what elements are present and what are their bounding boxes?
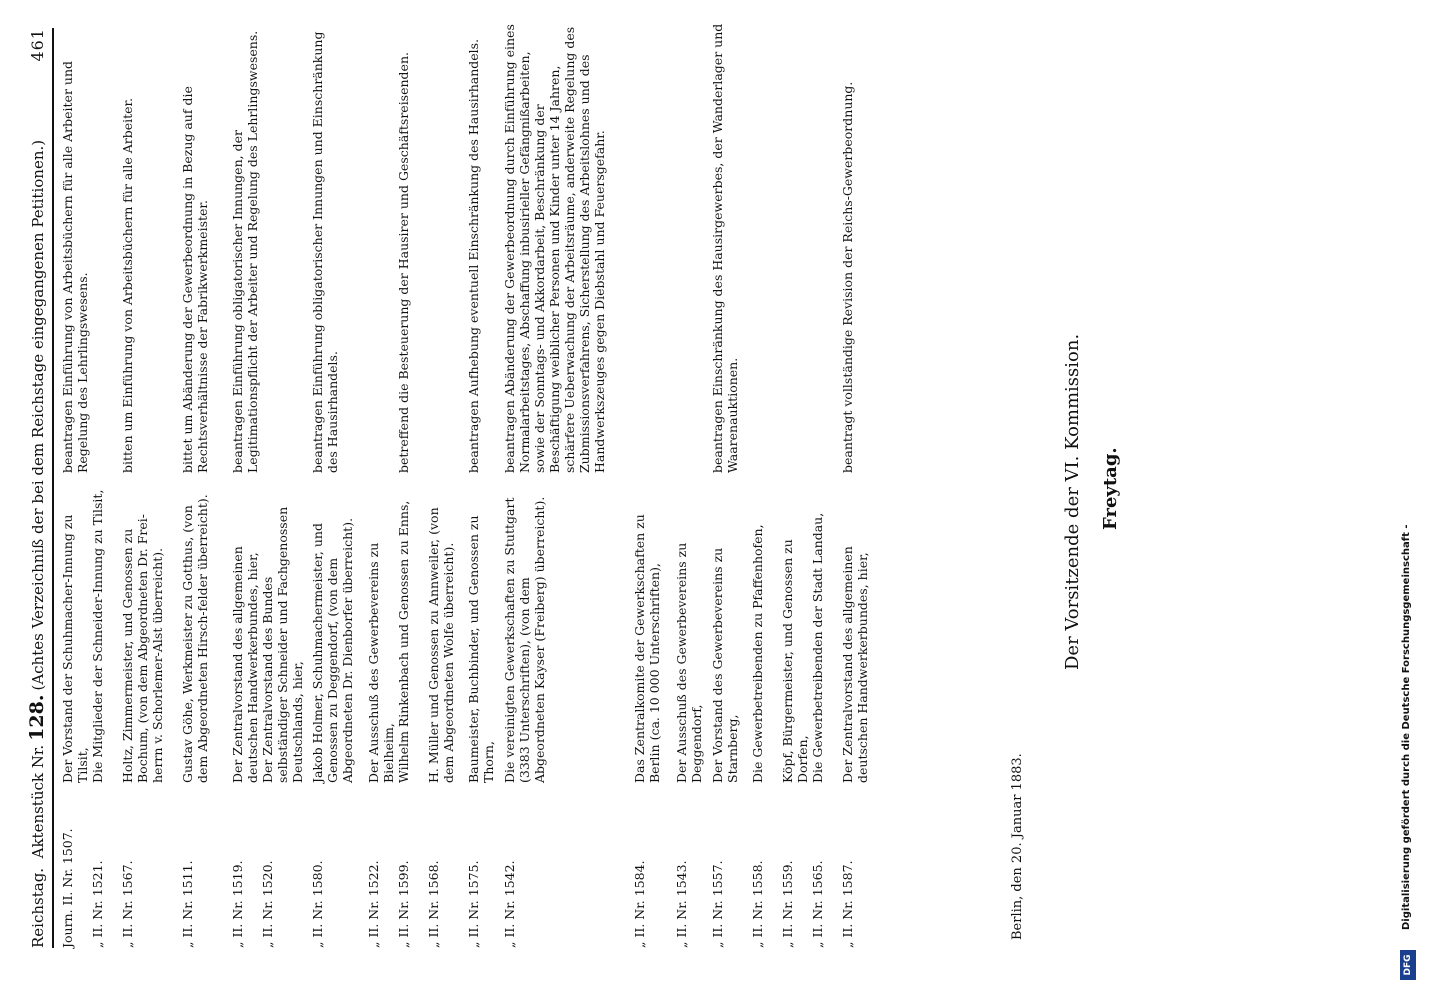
petitioner: Der Zentralvorstand des allgemeinen deutschen Handwerkerbundes, hier, xyxy=(230,546,260,783)
journal-number: „ II. Nr. 1559. xyxy=(780,860,795,948)
petitioner: Köpf, Bürgermeister, und Genossen zu Dorfen, xyxy=(780,539,810,783)
petition-request: beantragen Einführung obligatorischer Innungen, der Legitimationspflicht der Arbeiter und Regelung des Lehrlingswesens. xyxy=(230,30,260,473)
journal-number: „ II. Nr. 1557. xyxy=(710,860,725,948)
petition-request: betreffend die Besteuerung der Hausirer und Geschäftsreisenden. xyxy=(396,52,411,473)
journal-number: „ II. Nr. 1542. xyxy=(502,860,517,948)
journal-number: „ II. Nr. 1565. xyxy=(810,860,825,948)
journal-number: „ II. Nr. 1587. xyxy=(840,860,855,948)
date-line: Berlin, den 20. Januar 1883. xyxy=(1010,753,1025,940)
journal-number: „ II. Nr. 1519. xyxy=(230,860,245,948)
petition-request: bitten um Einführung von Arbeitsbüchern für alle Arbeiter. xyxy=(120,97,135,473)
petitioner: Der Ausschuß des Gewerbevereins zu Bielheim, xyxy=(366,542,396,783)
petition-request: beantragen Einschränkung des Hausirgewerbes, der Wanderlager und Waarenauktionen. xyxy=(710,23,740,473)
petitioner: Wilhelm Rinkenbach und Genossen zu Enns, xyxy=(396,500,411,783)
petitioner: Die Mitglieder der Schneider-Innung zu Tilsit, xyxy=(90,489,105,783)
petition-request: beantragen Abänderung der Gewerbeordnung durch Einführung eines Normalarbeitstages, Abschaffung inbusirieller Gefängnißarbeiten, sowie der Sonntags- und Akkordarbeit, Beschränkung der Beschäftigung weiblicher Personen und Kinder unter 14 Jahren, schärfere Ueberwachung der Arbeitsräume, anderweite Regelung des Zubmissionsverfahrens, Sicherstellung des Arbeitslohnes und des Handwerkszeuges gegen Diebstahl und Feuersgefahr. xyxy=(502,24,607,473)
petitioner: Die Gewerbetreibenden der Stadt Landau, xyxy=(810,512,825,783)
journal-number: „ II. Nr. 1521. xyxy=(90,860,105,948)
petitioner: Baumeister, Buchbinder, und Genossen zu Thorn, xyxy=(466,515,496,783)
petitioner: Der Ausschuß des Gewerbevereins zu Deggendorf, xyxy=(674,542,704,783)
petitioner: H. Müller und Genossen zu Annweiler, (von dem Abgeordneten Wolfe überreicht). xyxy=(426,507,456,783)
journal-number: „ II. Nr. 1568. xyxy=(426,860,441,948)
dfg-logo: DFG xyxy=(1400,950,1416,980)
journal-number: „ II. Nr. 1520. xyxy=(260,860,275,948)
header-label: Aktenstück Nr. xyxy=(29,744,47,859)
journal-number: „ II. Nr. 1522. xyxy=(366,860,381,948)
petitioner: Die vereinigten Gewerkschaften zu Stuttgart (3383 Unterschriften), (von dem Abgeordneten Kayser (Freiberg) überreicht). xyxy=(502,496,547,783)
journal-number: „ II. Nr. 1511. xyxy=(180,860,195,948)
header-left: Reichstag. xyxy=(29,867,47,948)
petition-request: beantragen Aufhebung eventuell Einschränkung des Hausirhandels. xyxy=(466,38,481,473)
petition-request: bittet um Abänderung der Gewerbeordnung in Bezug auf die Rechtsverhältnisse der Fabrikwerkmeister. xyxy=(180,86,210,473)
page-header xyxy=(26,28,54,948)
petition-request: beantragen Einführung obligatorischer Innungen und Einschränkung des Hausirhandels. xyxy=(310,31,340,473)
journal-number: „ II. Nr. 1543. xyxy=(674,860,689,948)
journal-number: „ II. Nr. 1567. xyxy=(120,860,135,948)
petitioner: Der Zentralvorstand des Bundes selbständiger Schneider und Fachgenossen Deutschlands, hier, xyxy=(260,506,305,783)
journal-number: „ II. Nr. 1599. xyxy=(396,860,411,948)
petition-request: beantragen Einführung von Arbeitsbüchern für alle Arbeiter und Regelung des Lehrlingswesens. xyxy=(60,61,90,473)
petition-request: beantragt vollständige Revision der Reichs-Gewerbeordnung. xyxy=(840,81,855,473)
journal-number: „ II. Nr. 1580. xyxy=(310,860,325,948)
petitioner: Gustav Göhe, Werkmeister zu Gotthus, (von dem Abgeordneten Hirsch-felder überreicht). xyxy=(180,494,210,783)
funding-notice: Digitalisierung gefördert durch die Deutsche Forschungsgemeinschaft - xyxy=(1401,524,1412,930)
petitioner: Der Vorstand der Schuhmacher-Innung zu Tilsit, xyxy=(60,514,90,783)
petitioner: Jakob Holmer, Schuhmachermeister, und Genossen zu Deggendorf, (von dem Abgeordneten Dr. Dienborfer überreicht). xyxy=(310,517,355,783)
petitioner: Der Vorstand des Gewerbevereins zu Starnberg, xyxy=(710,547,740,783)
signature-name: Freytag. xyxy=(1100,447,1121,530)
petitioner: Das Zentralkomite der Gewerkschaften zu Berlin (ca. 10 000 Unterschriften), xyxy=(632,514,662,783)
page-number: 461 xyxy=(28,28,47,62)
petitioner: Der Zentralvorstand des allgemeinen deutschen Handwerkerbundes, hier, xyxy=(840,546,870,783)
margin-note xyxy=(1400,0,1414,990)
journal-number: Journ. II. Nr. 1507. xyxy=(60,828,75,948)
journal-number: „ II. Nr. 1584. xyxy=(632,860,647,948)
header-title: (Achtes Verzeichniß der bei dem Reichstage eingegangenen Petitionen.) xyxy=(29,139,47,691)
journal-number: „ II. Nr. 1575. xyxy=(466,860,481,948)
petitioner: Holtz, Zimmermeister, und Genossen zu Bochum, (von dem Abgeordneten Dr. Frei-herrn v. Schorlemer-Alst überreicht). xyxy=(120,514,165,783)
signature-title: Der Vorsitzende der VI. Kommission. xyxy=(1062,333,1083,670)
document-number: 128. xyxy=(26,694,48,741)
journal-number: „ II. Nr. 1558. xyxy=(750,860,765,948)
petitioner: Die Gewerbetreibenden zu Pfaffenhofen, xyxy=(750,524,765,783)
